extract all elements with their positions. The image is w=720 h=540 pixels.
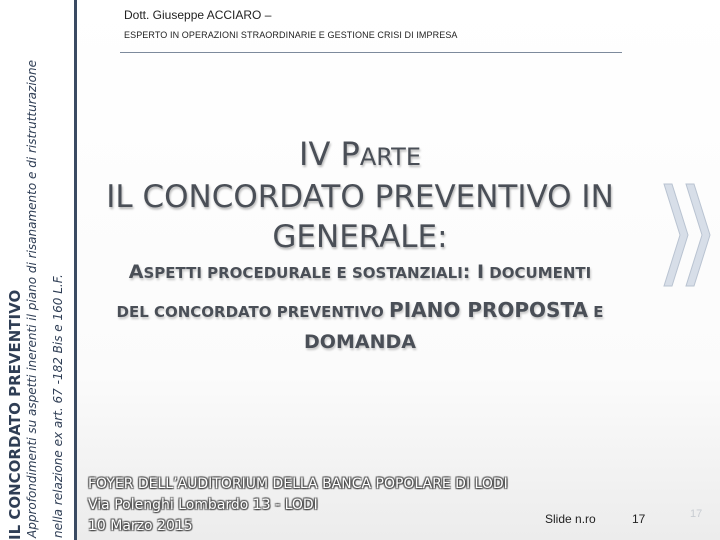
title-part-line (80, 134, 640, 177)
slide-subtitle (90, 258, 630, 355)
sidebar (0, 0, 76, 540)
sidebar-title: IL CONCORDATO PREVENTIVO (6, 289, 24, 540)
subtitle-line2 (90, 293, 630, 329)
double-chevron-right-icon (660, 180, 718, 290)
event-date: 10 Marzo 2015 (88, 518, 193, 534)
title-part-rest: ARTE (359, 143, 421, 171)
sidebar-divider (74, 0, 77, 540)
slide-number-label: Slide n.ro (545, 512, 596, 526)
sidebar-subtitle-line2: nella relazione ex art. 67 -182 Bis e 160 L.F. (51, 274, 65, 538)
event-venue: FOYER DELL’AUDITORIUM DELLA BANCA POPOLARE DI LODI (88, 476, 508, 492)
subtitle-l2-big: PIANO PROPOSTA (389, 298, 589, 322)
subtitle-l1-colon: : I (462, 261, 485, 283)
slide-number-faint: 17 (690, 508, 703, 520)
subtitle-l1-rest: SPETTI PROCEDURALE E SOSTANZIALI (143, 264, 463, 282)
presenter-role: ESPERTO IN OPERAZIONI STRAORDINARIE E GESTIONE CRISI DI IMPRESA (124, 30, 458, 40)
header-divider (120, 52, 622, 53)
title-part-first: IV P (299, 135, 360, 173)
title-line2: IL CONCORDATO PREVENTIVO IN (106, 179, 614, 215)
subtitle-line3: DOMANDA (304, 331, 416, 353)
presenter-name: Dott. Giuseppe ACCIARO – (124, 8, 272, 22)
subtitle-l1-tail: DOCUMENTI (484, 264, 592, 282)
title-line3: GENERALE: (272, 219, 448, 255)
subtitle-l2-end: E (588, 303, 604, 321)
slide-title (80, 134, 640, 257)
subtitle-l1-cap: A (128, 261, 144, 283)
subtitle-line1 (90, 258, 630, 287)
subtitle-l2-small: DEL CONCORDATO PREVENTIVO (116, 303, 390, 321)
event-address: Via Polenghi Lombardo 13 - LODI (88, 497, 318, 513)
event-details (88, 474, 528, 537)
slide-number: 17 (632, 512, 646, 526)
sidebar-subtitle-line1: Approfondimenti su aspetti inerenti il piano di risanamento e di ristrutturazione (25, 60, 39, 538)
